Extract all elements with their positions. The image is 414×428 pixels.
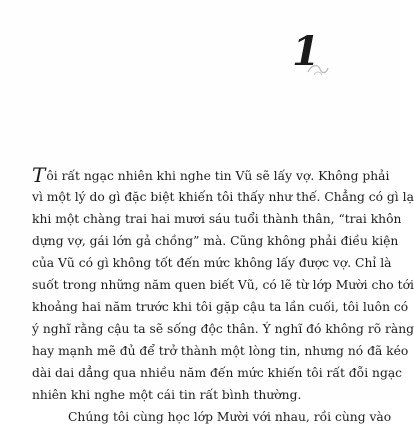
text-line: dựng vợ, gái lớn gả chồng” mà. Cũng không phải điều kiện — [32, 234, 399, 248]
text-line: nhiên khi nghe một cái tin rất bình thường. — [32, 388, 302, 402]
text-line: khoảng hai năm trước khi tôi gặp cậu ta lần cuối, tôi luôn có — [32, 300, 409, 314]
drop-cap-letter: T — [32, 163, 46, 187]
text-line: khi một chàng trai hai mươi sáu tuổi thành thân, “trai khôn — [32, 212, 402, 226]
chapter-body-text — [32, 163, 414, 424]
text-line-partial: Chúng tôi cùng học lớp Mười với nhau, rồi cùng vào — [68, 410, 392, 424]
text-line: suốt trong những năm quen biết Vũ, có lẽ từ lớp Mười cho tới — [32, 278, 414, 292]
text-line: vì một lý do gì đặc biệt khiến tôi thấy như thế. Chẳng có gì lạ — [32, 190, 414, 204]
text-line — [32, 163, 390, 187]
text-line: ý nghĩ rằng cậu ta sẽ sống độc thân. Ý nghĩ đó không rõ ràng — [32, 322, 414, 336]
text-line: của Vũ có gì không tốt đến mức không lấy được vợ. Chỉ là — [32, 256, 392, 270]
text-line: dài dai dẳng qua nhiều năm đến mức khiến tôi rất đỗi ngạc — [32, 366, 403, 380]
chapter-number: 1 — [292, 28, 320, 75]
text-line: hay mạnh mẽ đủ để trở thành một lòng tin, nhưng nó đã kéo — [32, 344, 409, 358]
text-line-content: ôi rất ngạc nhiên khi nghe tin Vũ sẽ lấy vợ. Không phải — [46, 169, 390, 183]
chapter-flourish-ornament-icon — [306, 60, 330, 78]
